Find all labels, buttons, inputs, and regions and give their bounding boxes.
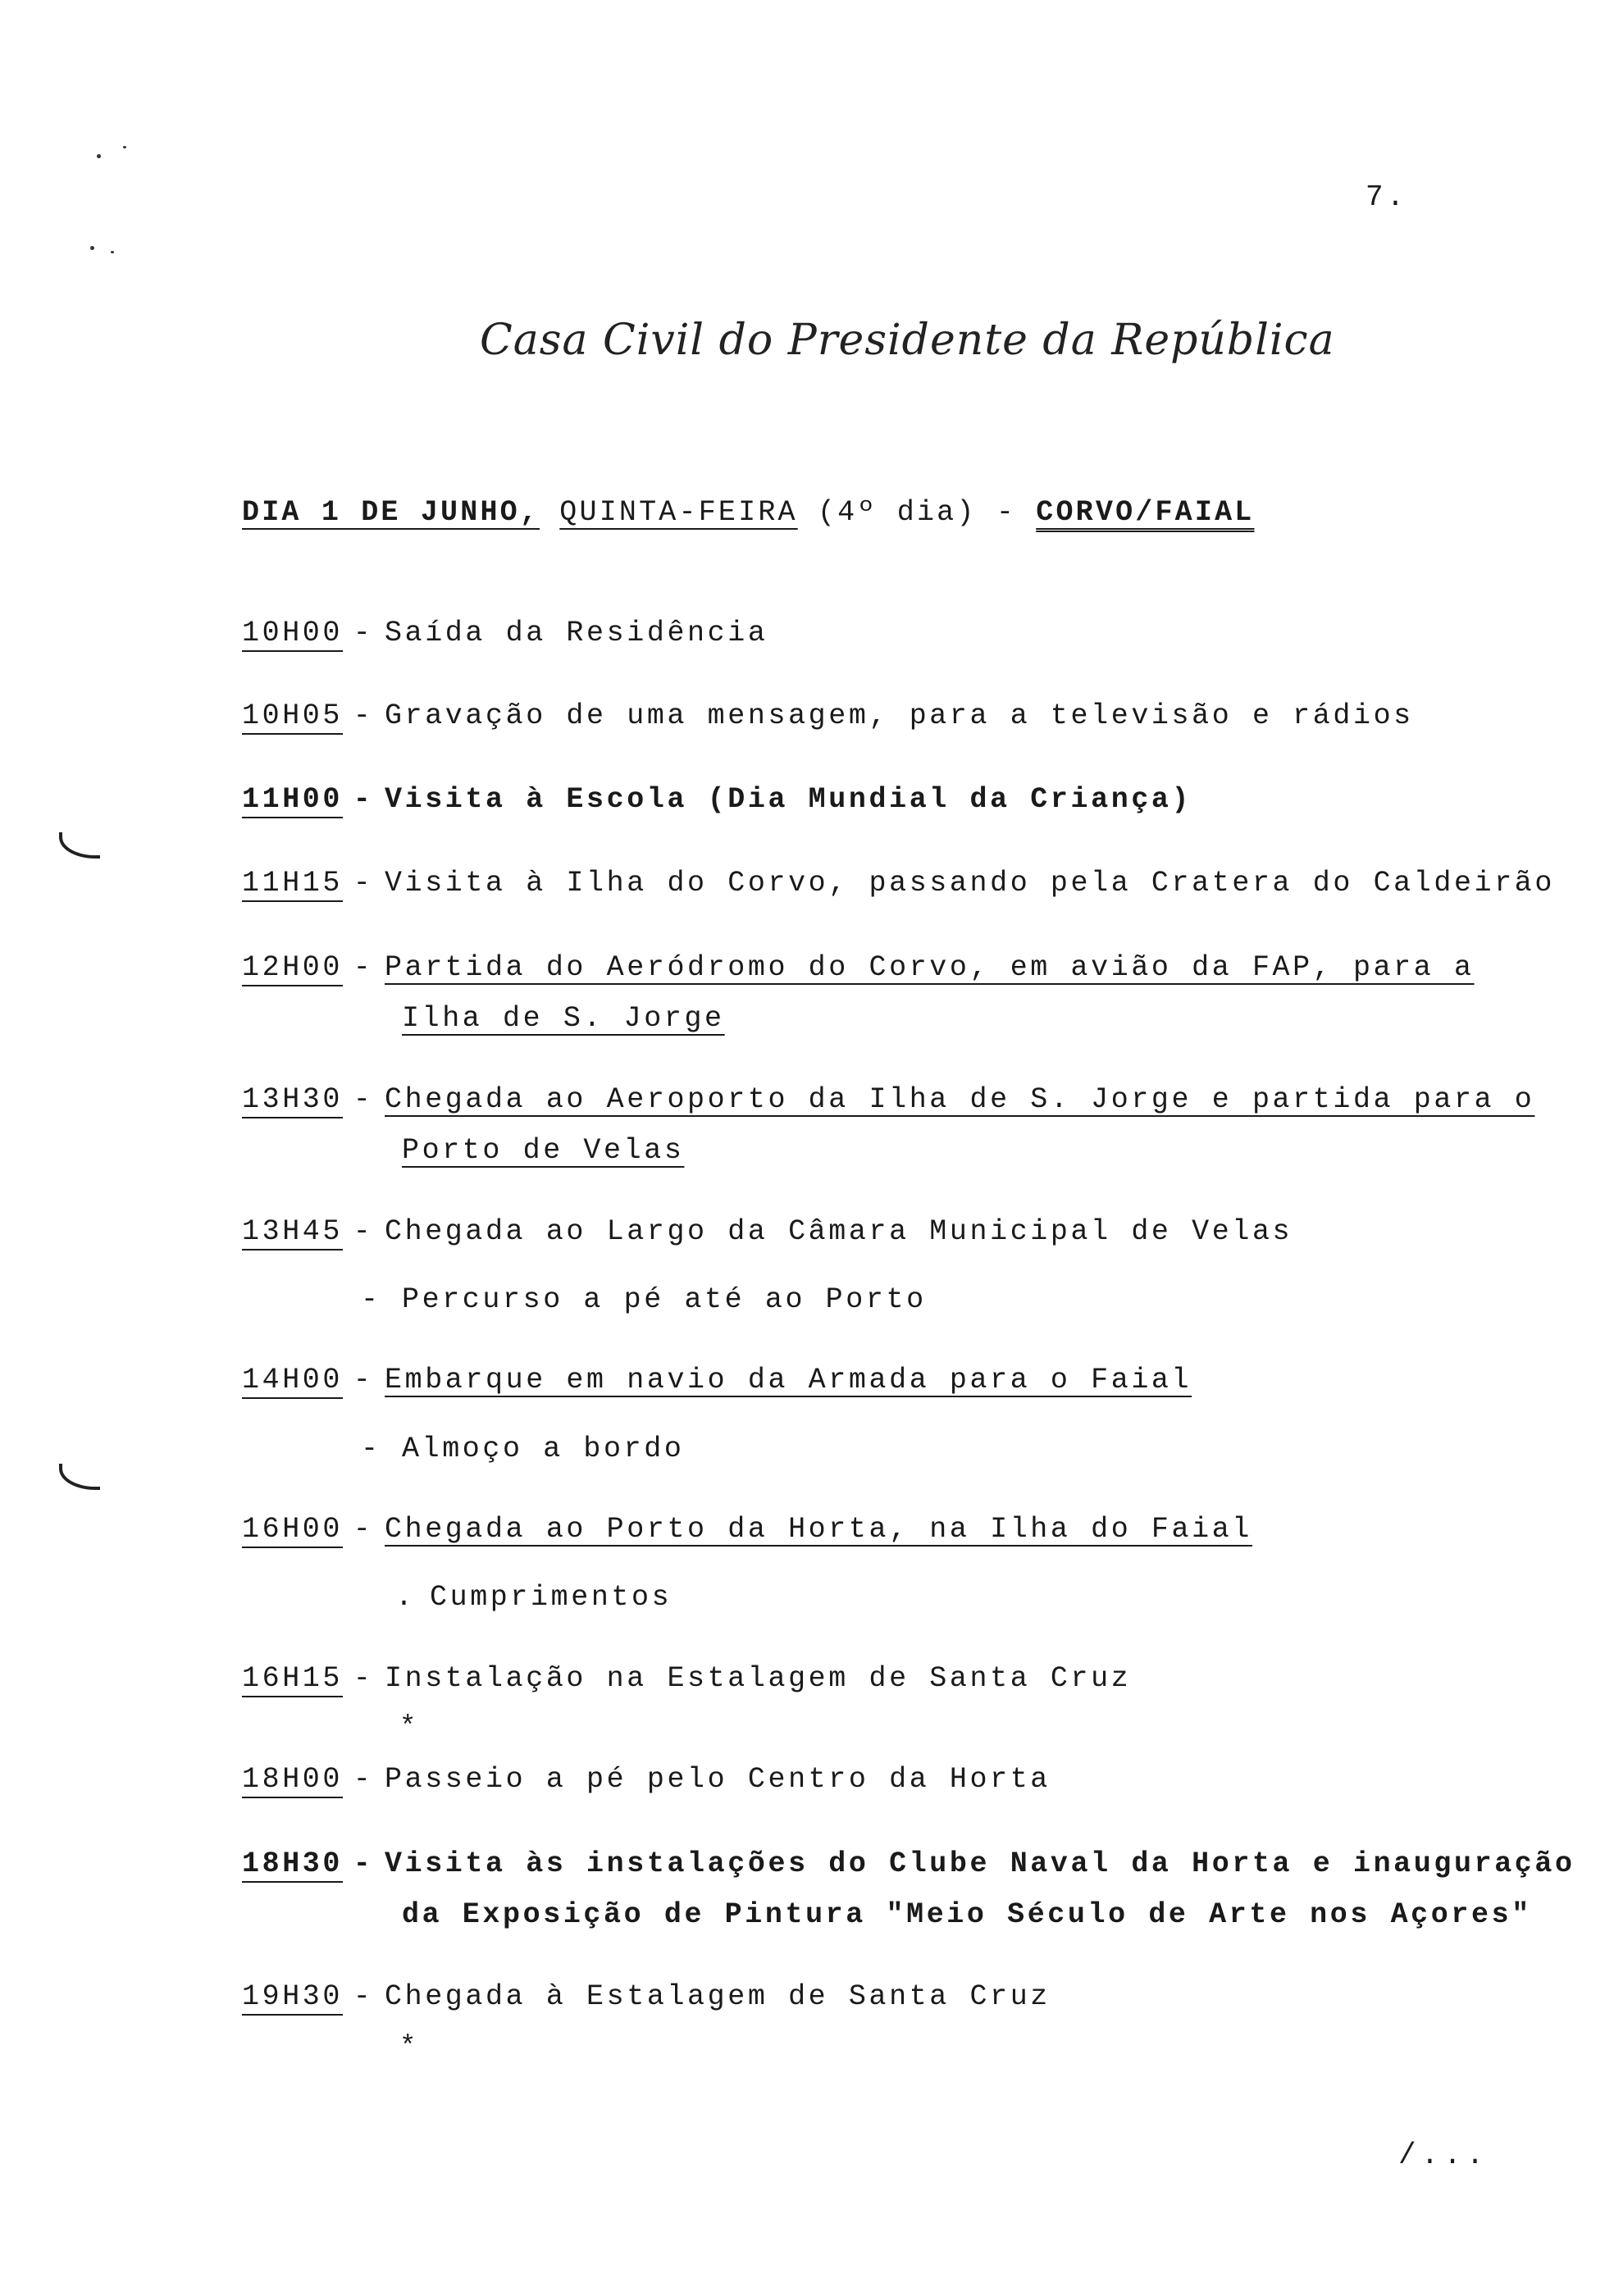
- entry-dash: -: [353, 1662, 374, 1695]
- entry-dash: -: [353, 783, 374, 816]
- entry-text: Visita às instalações do Clube Naval da Horta e inauguração: [385, 1847, 1575, 1880]
- entry-dash: -: [353, 1083, 374, 1116]
- entry-dash: -: [353, 1364, 374, 1396]
- entry-text: Visita à Escola (Dia Mundial da Criança): [385, 783, 1192, 816]
- entry-text: Gravação de uma mensagem, para a televisão e rádios: [385, 699, 1414, 732]
- heading-location: CORVO/FAIAL: [1036, 496, 1255, 529]
- entry-dash: -: [353, 1763, 374, 1796]
- day-heading: [242, 496, 1255, 529]
- schedule-entry: [242, 608, 768, 658]
- entry-time: 16H15: [242, 1662, 344, 1695]
- entry-time: 19H30: [242, 1980, 344, 2013]
- schedule-entry: [242, 1355, 1192, 1405]
- entry-time: 12H00: [242, 951, 344, 984]
- scan-speck: [97, 154, 101, 158]
- schedule-entry: [242, 1074, 1534, 1176]
- sub-item: [395, 1581, 672, 1614]
- sub-item-text: Percurso a pé até ao Porto: [402, 1283, 927, 1316]
- continuation-mark: /...: [1398, 2139, 1489, 2172]
- entry-dash: -: [353, 1513, 374, 1546]
- entry-text: Embarque em navio da Armada para o Faial: [385, 1364, 1192, 1396]
- entry-time: 11H00: [242, 783, 344, 816]
- scan-speck: [123, 146, 126, 148]
- schedule-entry: [242, 1971, 1051, 2022]
- heading-day: DIA 1 DE JUNHO,: [242, 496, 540, 529]
- entry-dash: -: [353, 951, 374, 984]
- entry-dash: -: [353, 1215, 374, 1248]
- sub-item-dash: -: [361, 1433, 381, 1465]
- entry-text-continued: Porto de Velas: [402, 1134, 685, 1167]
- schedule-entry: [242, 1754, 1051, 1805]
- heading-separator: -: [996, 496, 1017, 529]
- page-number: 7.: [1366, 180, 1408, 214]
- entry-dash: -: [353, 867, 374, 900]
- schedule-entry: [242, 942, 1475, 1044]
- entry-time: 10H05: [242, 699, 344, 732]
- sub-item-text: Almoço a bordo: [402, 1433, 685, 1465]
- heading-count: (4º dia): [817, 496, 977, 529]
- entry-time: 10H00: [242, 617, 344, 649]
- schedule-entry: [242, 690, 1414, 741]
- entry-text: Chegada ao Porto da Horta, na Ilha do Faial: [385, 1513, 1252, 1546]
- entry-text: Chegada ao Largo da Câmara Municipal de Velas: [385, 1215, 1293, 1248]
- entry-text-continued: Ilha de S. Jorge: [402, 1002, 725, 1035]
- schedule-entry: [242, 1504, 1252, 1555]
- sub-item-dash: -: [361, 1283, 381, 1316]
- entry-dash: -: [353, 1847, 374, 1880]
- entry-text-continued: da Exposição de Pintura "Meio Século de Arte nos Açores": [402, 1898, 1532, 1931]
- entry-dash: -: [353, 699, 374, 732]
- entry-text: Saída da Residência: [385, 617, 768, 649]
- margin-mark: [59, 832, 100, 859]
- sub-item: [361, 1283, 927, 1316]
- sub-item: [361, 1433, 684, 1465]
- entry-time: 18H00: [242, 1763, 344, 1796]
- schedule-entry: [242, 774, 1192, 825]
- asterisk-mark: *: [399, 2032, 417, 2063]
- entry-time: 16H00: [242, 1513, 344, 1546]
- schedule-entry: [242, 858, 1555, 909]
- scan-speck: [111, 251, 114, 253]
- margin-mark: [59, 1464, 100, 1490]
- schedule-entry: [242, 1206, 1293, 1257]
- entry-text: Chegada à Estalagem de Santa Cruz: [385, 1980, 1051, 2013]
- entry-time: 13H45: [242, 1215, 344, 1248]
- entry-text: Partida do Aeródromo do Corvo, em avião da FAP, para a: [385, 951, 1475, 984]
- schedule-entry: [242, 1838, 1575, 1940]
- entry-text: Passeio a pé pelo Centro da Horta: [385, 1763, 1051, 1796]
- entry-time: 14H00: [242, 1364, 344, 1396]
- heading-weekday: QUINTA-FEIRA: [559, 496, 798, 529]
- letterhead: Casa Civil do Presidente da República: [480, 316, 1335, 365]
- asterisk-mark: *: [399, 1712, 417, 1743]
- entry-dash: -: [353, 617, 374, 649]
- entry-dash: -: [353, 1980, 374, 2013]
- entry-time: 18H30: [242, 1847, 344, 1880]
- scan-speck: [90, 246, 94, 250]
- sub-item-dash: .: [395, 1581, 416, 1614]
- entry-time: 13H30: [242, 1083, 344, 1116]
- entry-time: 11H15: [242, 867, 344, 900]
- sub-item-text: Cumprimentos: [430, 1581, 672, 1614]
- entry-text: Chegada ao Aeroporto da Ilha de S. Jorge e partida para o: [385, 1083, 1535, 1116]
- schedule-entry: [242, 1653, 1131, 1704]
- entry-text: Visita à Ilha do Corvo, passando pela Cratera do Caldeirão: [385, 867, 1555, 900]
- entry-text: Instalação na Estalagem de Santa Cruz: [385, 1662, 1132, 1695]
